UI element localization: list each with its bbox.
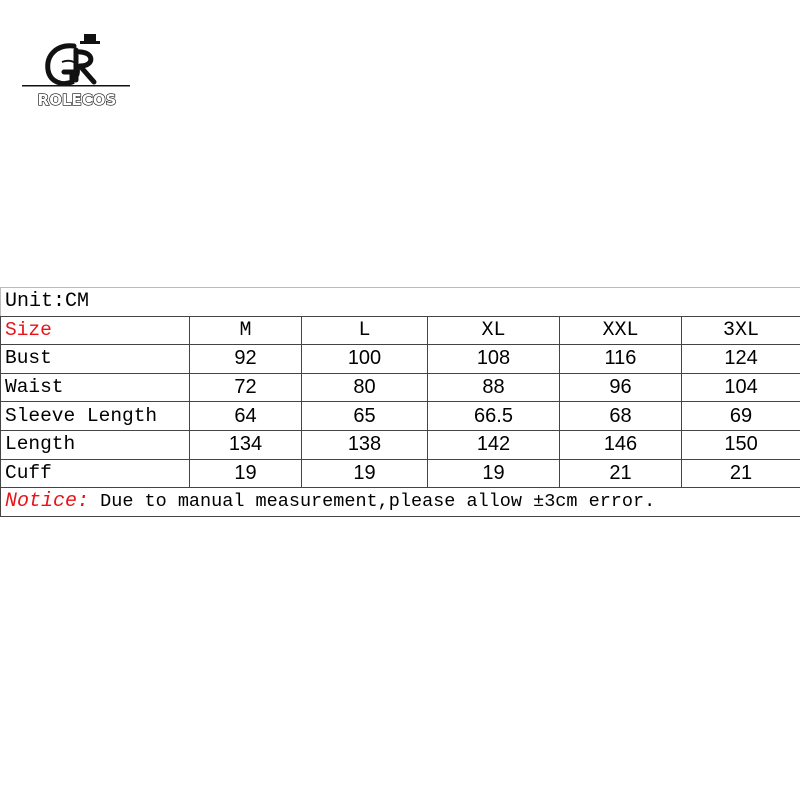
table-cell: 80 xyxy=(302,373,428,402)
table-row xyxy=(1,459,800,488)
table-cell: 92 xyxy=(190,345,302,374)
table-cell: 146 xyxy=(560,430,682,459)
table-cell: 19 xyxy=(190,459,302,488)
row-label: Cuff xyxy=(1,459,190,488)
size-header: M xyxy=(190,316,302,345)
brand-wordmark: ROLECOS xyxy=(37,91,117,109)
size-header: XXL xyxy=(560,316,682,345)
notice-row xyxy=(1,488,800,517)
table-cell: 142 xyxy=(428,430,560,459)
table-cell: 96 xyxy=(560,373,682,402)
notice-cell xyxy=(1,488,800,517)
table-cell: 21 xyxy=(560,459,682,488)
table-row xyxy=(1,373,800,402)
table-cell: 134 xyxy=(190,430,302,459)
size-header-label: Size xyxy=(1,316,190,345)
table-cell: 66.5 xyxy=(428,402,560,431)
row-label: Waist xyxy=(1,373,190,402)
size-header: XL xyxy=(428,316,560,345)
header-row xyxy=(1,316,800,345)
size-header: L xyxy=(302,316,428,345)
table-cell: 104 xyxy=(682,373,800,402)
unit-label: Unit:CM xyxy=(1,288,800,317)
table-row xyxy=(1,402,800,431)
table-cell: 150 xyxy=(682,430,800,459)
table-cell: 19 xyxy=(302,459,428,488)
notice-text: Due to manual measurement,please allow ±3cm error. xyxy=(89,491,656,513)
unit-row xyxy=(1,288,800,317)
notice-label: Notice: xyxy=(5,490,90,514)
size-chart xyxy=(0,287,800,517)
table-cell: 88 xyxy=(428,373,560,402)
table-cell: 19 xyxy=(428,459,560,488)
table-cell: 65 xyxy=(302,402,428,431)
table-cell: 138 xyxy=(302,430,428,459)
row-label: Length xyxy=(1,430,190,459)
table-cell: 116 xyxy=(560,345,682,374)
table-row xyxy=(1,345,800,374)
table-cell: 21 xyxy=(682,459,800,488)
table-cell: 100 xyxy=(302,345,428,374)
table-cell: 68 xyxy=(560,402,682,431)
table-cell: 124 xyxy=(682,345,800,374)
table-cell: 64 xyxy=(190,402,302,431)
table-row xyxy=(1,430,800,459)
row-label: Sleeve Length xyxy=(1,402,190,431)
table-cell: 72 xyxy=(190,373,302,402)
row-label: Bust xyxy=(1,345,190,374)
size-header: 3XL xyxy=(682,316,800,345)
table-cell: 108 xyxy=(428,345,560,374)
brand-logo xyxy=(22,32,132,112)
table-cell: 69 xyxy=(682,402,800,431)
size-table xyxy=(0,287,800,517)
